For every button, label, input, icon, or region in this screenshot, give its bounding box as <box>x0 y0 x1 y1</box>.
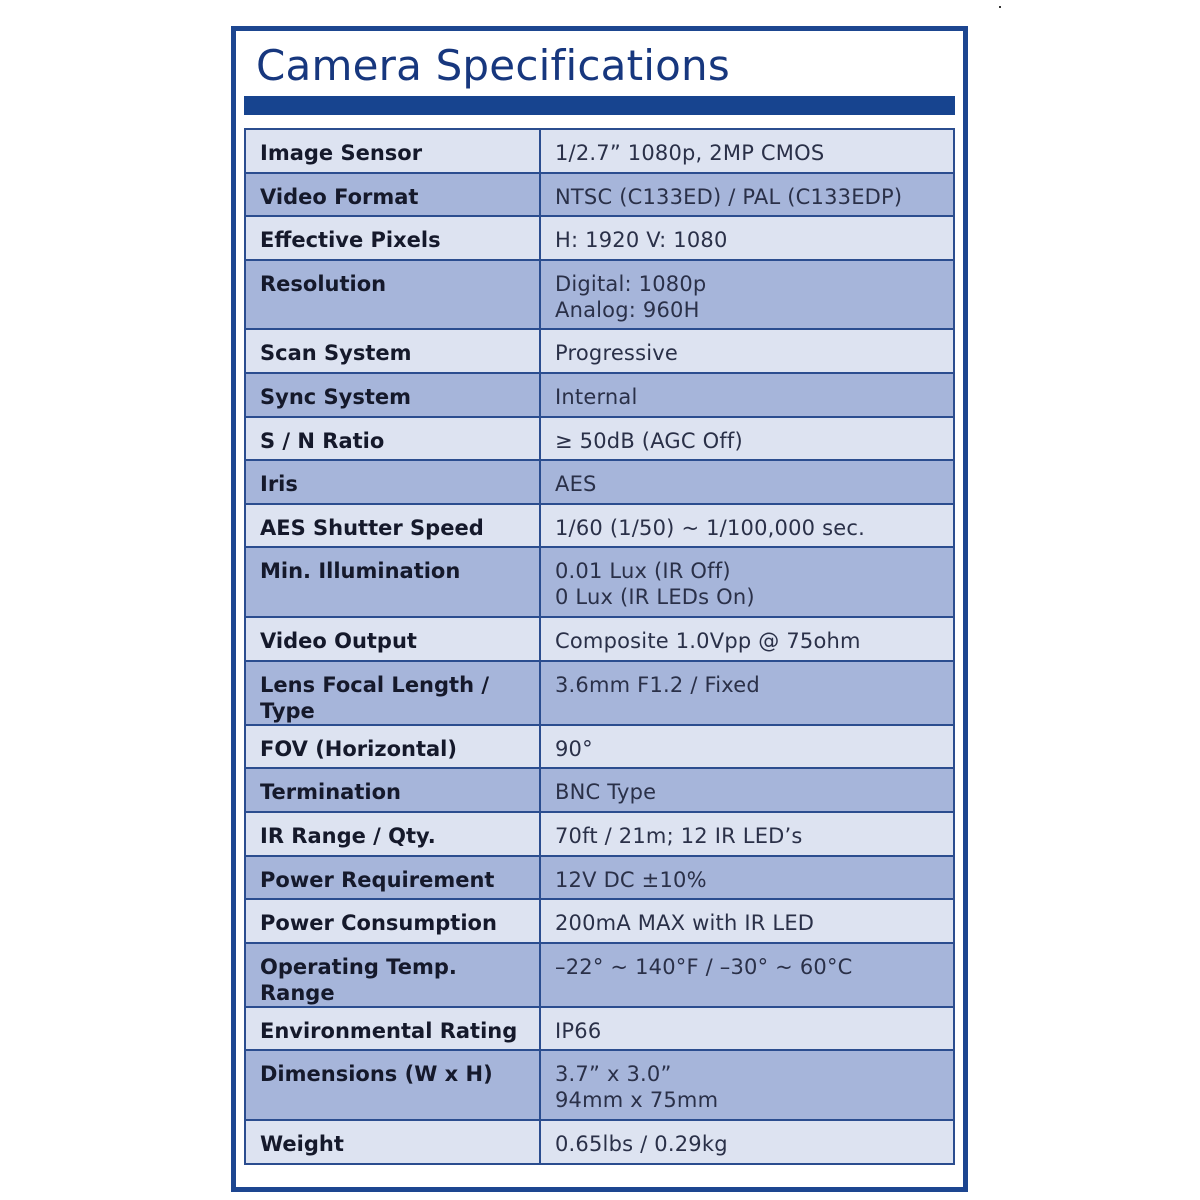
spec-value-line: IP66 <box>555 1018 602 1043</box>
spec-value-line: 12V DC ±10% <box>555 867 707 892</box>
spec-label: Video Output <box>245 617 540 661</box>
spec-label: S / N Ratio <box>245 417 540 461</box>
spec-row <box>245 129 954 173</box>
spec-label: Effective Pixels <box>245 216 540 260</box>
spec-value <box>540 547 954 617</box>
spec-value <box>540 1120 954 1164</box>
spec-value-line: NTSC (C133ED) / PAL (C133EDP) <box>555 184 903 209</box>
spec-value-line: 0.65lbs / 0.29kg <box>555 1131 728 1156</box>
spec-value-line: 3.7” x 3.0” <box>555 1062 672 1087</box>
spec-row <box>245 943 954 1007</box>
spec-row <box>245 173 954 217</box>
spec-row <box>245 547 954 617</box>
spec-label: AES Shutter Speed <box>245 504 540 548</box>
page-title: Camera Specifications <box>256 41 730 90</box>
spec-row <box>245 329 954 373</box>
spec-value-line: 200mA MAX with IR LED <box>555 911 815 936</box>
spec-label: Iris <box>245 460 540 504</box>
spec-value-line: 94mm x 75mm <box>555 1088 719 1113</box>
spec-label: Dimensions (W x H) <box>245 1050 540 1120</box>
spec-value <box>540 373 954 417</box>
spec-value-line: Composite 1.0Vpp @ 75ohm <box>555 629 861 654</box>
spec-value <box>540 1050 954 1120</box>
spec-value <box>540 216 954 260</box>
title-underline-bar <box>244 96 955 115</box>
spec-label: Sync System <box>245 373 540 417</box>
spec-label: Termination <box>245 768 540 812</box>
spec-value-line: Internal <box>555 385 638 410</box>
spec-table <box>244 128 955 1165</box>
spec-value-line: BNC Type <box>555 780 657 805</box>
spec-row <box>245 417 954 461</box>
spec-row <box>245 373 954 417</box>
spec-value <box>540 173 954 217</box>
spec-value-line: 1/60 (1/50) ~ 1/100,000 sec. <box>555 515 865 540</box>
spec-label: Video Format <box>245 173 540 217</box>
spec-value-line: 90° <box>555 736 593 761</box>
spec-label: Power Consumption <box>245 899 540 943</box>
spec-label: Resolution <box>245 260 540 330</box>
spec-value-line: 0 Lux (IR LEDs On) <box>555 585 755 610</box>
spec-row <box>245 260 954 330</box>
spec-row <box>245 617 954 661</box>
spec-row <box>245 1050 954 1120</box>
spec-label: FOV (Horizontal) <box>245 725 540 769</box>
spec-value <box>540 417 954 461</box>
spec-value-line: 3.6mm F1.2 / Fixed <box>555 672 760 697</box>
spec-row <box>245 812 954 856</box>
spec-value <box>540 329 954 373</box>
spec-row <box>245 768 954 812</box>
spec-value <box>540 504 954 548</box>
spec-row <box>245 1120 954 1164</box>
spec-row <box>245 725 954 769</box>
spec-value <box>540 768 954 812</box>
stray-mark <box>999 6 1001 8</box>
spec-value <box>540 856 954 900</box>
spec-label: Operating Temp. Range <box>245 943 540 1007</box>
spec-value <box>540 617 954 661</box>
spec-value-line: ≥ 50dB (AGC Off) <box>555 428 743 453</box>
spec-table-body <box>245 129 954 1164</box>
spec-value-line: AES <box>555 472 597 497</box>
spec-label: IR Range / Qty. <box>245 812 540 856</box>
spec-value <box>540 129 954 173</box>
spec-value-line: 70ft / 21m; 12 IR LED’s <box>555 823 803 848</box>
spec-label: Power Requirement <box>245 856 540 900</box>
spec-value <box>540 661 954 725</box>
spec-value-line: –22° ~ 140°F / –30° ~ 60°C <box>555 954 853 979</box>
spec-row <box>245 504 954 548</box>
spec-row <box>245 856 954 900</box>
spec-value-line: Analog: 960H <box>555 297 700 322</box>
spec-value-line: H: 1920 V: 1080 <box>555 228 728 253</box>
spec-value <box>540 725 954 769</box>
spec-value-line: 1/2.7” 1080p, 2MP CMOS <box>555 141 825 165</box>
spec-value <box>540 460 954 504</box>
spec-label: Lens Focal Length / Type <box>245 661 540 725</box>
spec-label: Environmental Rating <box>245 1007 540 1051</box>
spec-row <box>245 899 954 943</box>
spec-value <box>540 260 954 330</box>
spec-label: Weight <box>245 1120 540 1164</box>
spec-label: Min. Illumination <box>245 547 540 617</box>
spec-value <box>540 943 954 1007</box>
spec-label: Scan System <box>245 329 540 373</box>
spec-value <box>540 812 954 856</box>
spec-value <box>540 899 954 943</box>
spec-label: Image Sensor <box>245 129 540 173</box>
spec-row <box>245 1007 954 1051</box>
spec-value-line: Progressive <box>555 341 679 366</box>
spec-row <box>245 460 954 504</box>
spec-sheet-frame <box>231 26 968 1192</box>
spec-row <box>245 216 954 260</box>
spec-value-line: Digital: 1080p <box>555 271 707 296</box>
spec-value-line: 0.01 Lux (IR Off) <box>555 559 731 584</box>
spec-row <box>245 661 954 725</box>
spec-value <box>540 1007 954 1051</box>
